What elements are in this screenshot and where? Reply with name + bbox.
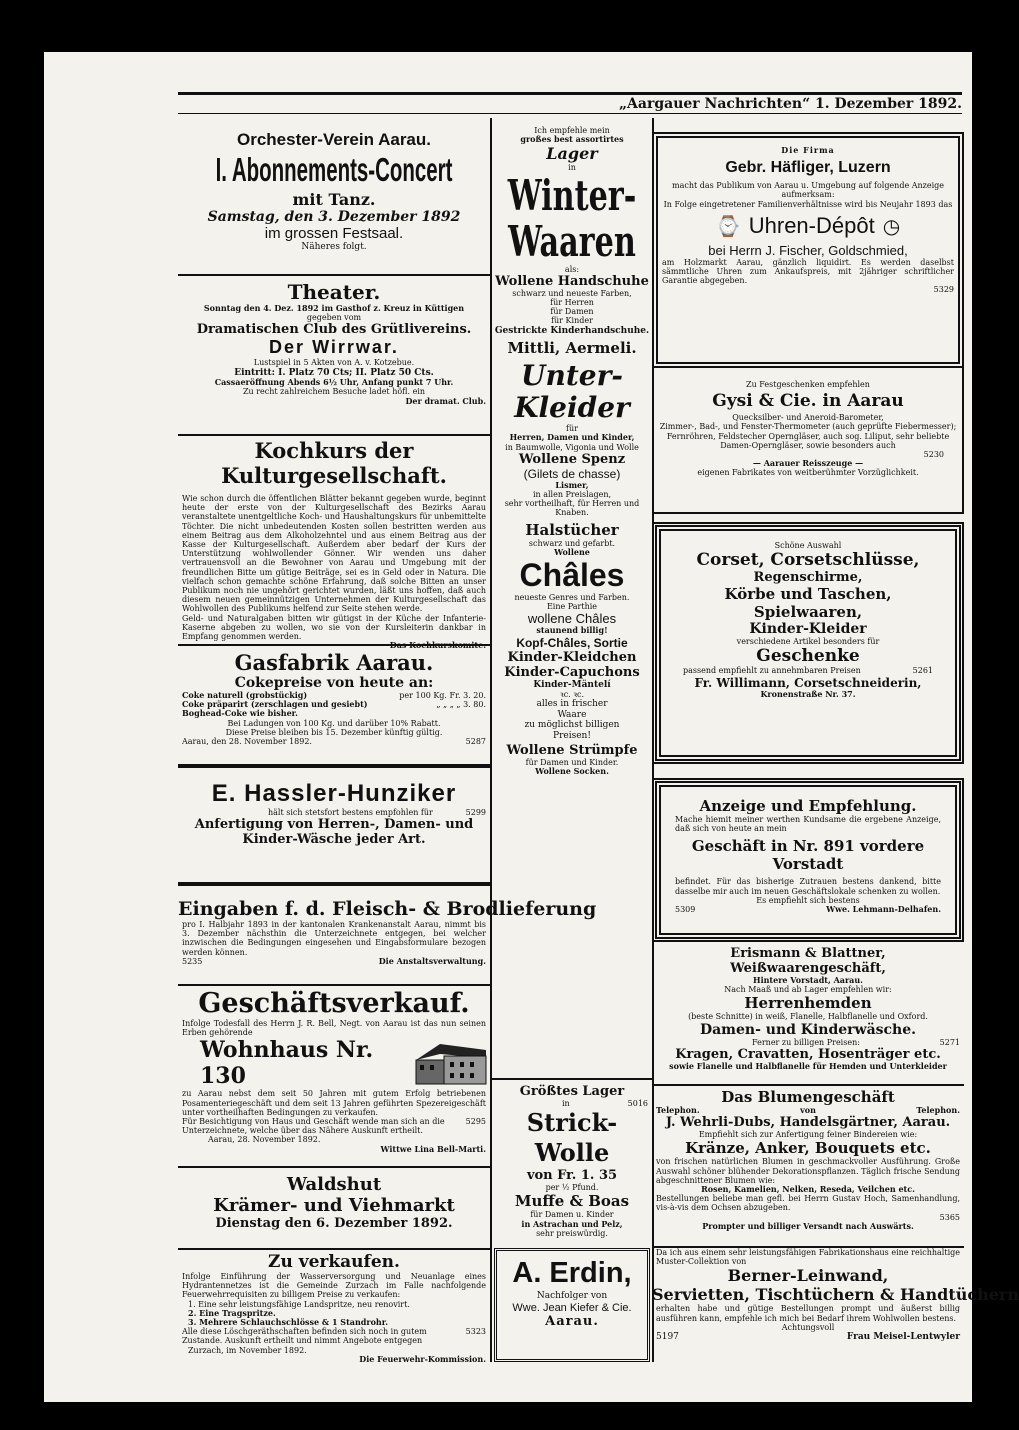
haefl-l4: In Folge eingetretener Familienverhältnisse wird bis Neujahr 1893 das (663, 199, 953, 209)
gysi-l2: Gysi & Cie. in Aarau (712, 391, 904, 412)
w-l27: wollene Châles (527, 611, 617, 627)
w-l21: Halstücher (525, 520, 619, 539)
gas-row1-name: Coke naturell (grobstückig) (182, 690, 308, 700)
bern-l1: Da ich aus einem sehr leistungsfähigen Fabrikationshaus eine reichhaltige Muster-Collektion von (656, 1248, 960, 1267)
w-l25: neueste Genres und Farben. (514, 592, 630, 602)
ad-winter-waaren (492, 126, 652, 777)
blum-von: von (800, 1105, 816, 1115)
gesch-title: Geschäftsverkauf. (198, 988, 470, 1019)
theater-author: Lustspiel in 5 Akten von A. v. Kotzebue. (253, 358, 415, 368)
w-l45: per ½ Pfund. (545, 1183, 599, 1193)
w-l17: (Gilets de chasse) (523, 466, 621, 481)
blum-l4: von frischen natürlichen Blumen in geschmackvoller Ausführung. Große Auswahl schöner blühender Dekorationspflanzen. Täglich frische Sendung abgeschnittener Blumen wie: (656, 1157, 960, 1185)
gesch-l1: Infolge Todesfall des Herrn J. R. Bell, Negt. von Aarau ist das nun seinen Erben gehörende (182, 1019, 486, 1038)
gysi-l6: eigenen Fabrikates von weitberühmter Vorzüglichkeit. (697, 468, 919, 478)
eris-l6: Damen- und Kinderwäsche. (699, 1021, 917, 1038)
gas-date: Aarau, den 28. November 1892. (182, 737, 312, 747)
gas-rabatt: Bei Ladungen von 100 Kg. und darüber 10% Rabatt. (227, 718, 441, 728)
w-l10: für Kinder (551, 316, 593, 326)
haefl-l2: Gebr. Häfliger, Luzern (725, 159, 891, 177)
anz-sig: Wwe. Lehmann-Delhafen. (826, 904, 941, 915)
gas-row2-name: Coke präparirt (zerschlagen und gesiebt) (182, 699, 368, 710)
bern-l2: Berner-Leinwand, (727, 1266, 889, 1286)
ad-geschaeftsverkauf (178, 986, 490, 1168)
w-l5: als: (564, 264, 580, 274)
ad-hassler (178, 770, 490, 886)
blum-tel-left: Telephon. (656, 1105, 700, 1115)
haefl-l7: am Holzmarkt Aarau, gänzlich liquidirt. Es werden daselbst sämmtliche Uhren zum Ankaufspreis, mit 2jähriger schriftlicher Garantie abgegeben. (662, 257, 954, 286)
column-middle (490, 118, 654, 1362)
eris-l8: Kragen, Cravatten, Hosenträger etc. (675, 1046, 941, 1062)
w-l26: Eine Parthie (546, 602, 598, 612)
theater-sig: Der dramat. Club. (405, 395, 486, 406)
erdin-l3: Wwe. Jean Kiefer & Cie. (512, 1301, 632, 1314)
erdin-name: A. Erdin, (512, 1257, 632, 1289)
ad-gysi (652, 366, 964, 514)
w-l11: Gestrickte Kinderhandschuhe. (494, 325, 650, 336)
eing-sig: Die Anstaltsverwaltung. (378, 955, 486, 966)
gas-row1-price: per 100 Kg. Fr. 3. 20. (399, 691, 486, 700)
w-l13: für (566, 424, 578, 434)
w-l15: in Baumwolle, Vigonia und Wolle (505, 442, 639, 452)
w-l9: für Damen (550, 307, 594, 317)
ad-theater (178, 276, 490, 436)
hassler-num: 5299 (465, 808, 486, 817)
ad-kochkurs (178, 436, 490, 651)
will-l4: Körbe und Taschen, (724, 585, 892, 604)
w-unter: Unter- (521, 359, 623, 393)
pocket-watch-icon: ◷ (882, 213, 901, 238)
will-num: 5261 (912, 666, 933, 676)
theater-club: Dramatischen Club des Grütlivereins. (196, 322, 472, 338)
haefl-l5: Uhren-Dépôt (748, 212, 875, 238)
page-header (178, 92, 962, 114)
wald-town: Waldshut (286, 1174, 382, 1195)
theater-entry: Eintritt: I. Platz 70 Cts; II. Platz 50 Cts. (234, 367, 434, 378)
w-l44: von Fr. 1. 35 (526, 1168, 618, 1184)
w-l39: für Damen und Kinder. (525, 758, 619, 768)
gas-title: Gasfabrik Aarau. (234, 650, 434, 675)
orch-name: Orchester-Verein Aarau. (236, 130, 431, 149)
verk-item3: 3. Mehrere Schlauchschlösse & 1 Standrohr. (188, 1317, 388, 1328)
gas-row2-price: „ „ „ „ 3. 80. (436, 700, 486, 710)
gesch-body2: Für Besichtigung von Haus und Geschäft wende man sich an die Unterzeichnete, welche über das Nähere Auskunft ertheilt. (182, 1117, 445, 1136)
orch-concert: I. Abonnements-Concert (215, 151, 453, 188)
w-l3: Lager (546, 144, 598, 164)
w-l14: Herren, Damen und Kinder, (509, 432, 635, 443)
eris-l7: Ferner zu billigen Preisen: (752, 1037, 860, 1047)
w-l12: Mittli, Aermeli. (507, 339, 637, 358)
ad-gasfabrik (178, 646, 490, 768)
gysi-num: 5230 (923, 450, 944, 460)
hassler-l2: Anfertigung von Herren-, Damen- und (194, 817, 474, 833)
verk-num: 5323 (465, 1327, 486, 1337)
will-l2: Corset, Corsetschlüsse, (696, 550, 920, 571)
w-l30: Kinder-Kleidchen (507, 649, 637, 665)
blum-l7: Prompter und billiger Versandt nach Auswärts. (702, 1220, 914, 1231)
w-l31: Kinder-Capuchons (504, 664, 640, 680)
anz-l4: Es empfiehlt sich bestens (756, 895, 860, 905)
w-l7: schwarz und neueste Farben, (512, 288, 632, 298)
verk-title: Zu verkaufen. (268, 1252, 400, 1272)
w-l6: Wollene Handschuhe (495, 273, 649, 289)
w-num: 5016 (627, 1099, 648, 1108)
koch-sig: Das Kochkurskomite. (389, 640, 486, 651)
theater-time: Cassaeröffnung Abends 6½ Uhr, Anfang punkt 7 Uhr. (214, 377, 454, 388)
w-l19: in allen Preislagen, (532, 489, 612, 499)
w-l41: Größtes Lager (519, 1084, 625, 1099)
w-l40: Wollene Socken. (535, 766, 609, 777)
gas-subtitle: Cokepreise von heute an: (234, 675, 434, 691)
blum-num: 5365 (939, 1212, 960, 1222)
w-l49: sehr preiswürdig. (536, 1228, 608, 1238)
w-l34: alles in frischer (536, 699, 608, 710)
w-l18: Lismer, (555, 479, 589, 490)
koch-title: Kochkurs der Kulturgesellschaft. (221, 438, 447, 488)
gesch-sig: Wittwe Lina Bell-Marti. (380, 1143, 486, 1154)
will-l11: Kronenstraße Nr. 37. (760, 688, 856, 699)
w-l4: in (568, 163, 576, 173)
will-l3: Regenschirme, (753, 570, 863, 586)
ad-orchester (178, 118, 490, 276)
w-l35: Waare (557, 709, 587, 720)
will-l5: Spielwaaren, (753, 603, 863, 622)
gysi-l5: — Aarauer Reisszeuge — (752, 458, 864, 469)
w-chales: Châles (519, 556, 625, 593)
w-l16: Wollene Spenz (518, 451, 626, 467)
header-title: „Aargauer Nachrichten“ 1. Dezember 1892. (619, 96, 962, 112)
erdin-l2: Nachfolger von (536, 1291, 608, 1301)
anz-title: Anzeige und Empfehlung. (699, 797, 917, 815)
will-l1: Schöne Auswahl (774, 541, 842, 550)
blum-l6: Bestellungen beliebe man gefl. bei Herrn Gustav Hoch, Samenhandlung, vis-à-vis dem Ochsen abzugeben. (656, 1194, 960, 1213)
ad-zu-verkaufen (178, 1250, 490, 1382)
w-winter: Winter- (507, 170, 637, 220)
ad-berner-leinwand (652, 1248, 1019, 1378)
orch-venue: im grossen Festsaal. (264, 225, 404, 242)
w-l36: zu möglichst billigen (524, 720, 620, 731)
hassler-title: E. Hassler-Hunziker (211, 780, 457, 807)
koch-body: Wie schon durch die öffentlichen Blätter bekannt gegeben wurde, beginnt heute der erste von der Kulturgesellschaft des Bezirks Aarau veranstaltete unentgeltliche Koch- und Haushaltungskurs für unbemittelte Töchter. Die nicht unbedeutenden Kosten sollen bestritten werden aus einem Beitrag aus dem Alkoholzehntel und aus einem Beitrag aus der Kasse der Kulturgesellschaft. Außerdem aber bedarf der Kurs der Unterstützung wohlwollender Gönner. Wir wenden uns daher vertrauensvoll an die Bewohner von Aarau und Umgebung mit der freundlichen Bitte um gütige Beiträge, sei es in Geld oder in Natura. Die vielfach schon gemachte schöne Erfahrung, daß solche Bitten an unser Publikum noch nie ungehört gerichtet wurden, läßt uns hoffen, daß auch diesem neuen gemeinnützigen Unternehmen der Kulturgesellschaft das Wohlwollen des Publikums helfend zur Seite stehen werde. (182, 494, 486, 614)
verk-body2: Alle diese Löschgeräthschaften befinden sich noch in gutem Zustande. Auskunft ertheilt und nimmt Angebote entgegen (182, 1327, 427, 1346)
wald-market: Krämer- und Viehmarkt (213, 1195, 455, 1216)
anz-l1: Mache hiemit meiner werthen Kundsame die ergebene Anzeige, daß sich von heute an mein (675, 815, 941, 834)
hassler-l3: Kinder-Wäsche jeder Art. (242, 832, 426, 848)
clock-icon: ⌚ (715, 213, 741, 238)
will-l7: verschiedene Artikel besonders für (736, 637, 880, 647)
blum-l1: J. Wehrli-Dubs, Handelsgärtner, Aarau. (665, 1115, 951, 1131)
theater-given: gegeben vom (306, 313, 362, 323)
gysi-l3: Quecksilber- und Aneroid-Barometer, (732, 413, 884, 423)
w-l32: Kinder-Mäntelí (533, 679, 611, 690)
ad-anzeige (652, 778, 964, 942)
ad-blumengeschaeft (652, 1086, 964, 1248)
theater-date: Sonntag den 4. Dez. 1892 im Gasthof z. Kreuz in Küttigen (203, 303, 465, 313)
w-l1: Ich empfehle mein (534, 126, 610, 135)
will-l8: Geschenke (756, 646, 860, 667)
eing-body: pro I. Halbjahr 1893 in der kantonalen Krankenanstalt Aarau, nimmt bis 3. Dezember nächsthin die Unterzeichnete entgegen, bei welcher inzwischen die Bedingungen eingesehen und Eingabsformulare bezogen werden können. (182, 920, 486, 957)
gas-num: 5287 (465, 737, 486, 747)
verk-item2: 2. Eine Tragspritze. (188, 1307, 276, 1318)
eing-title: Eingaben f. d. Fleisch- & Brodlieferung (178, 898, 597, 920)
bern-l3: Servietten, Tischtüchern & Handtüchern (652, 1285, 1019, 1305)
hassler-l1: hält sich stetsfort bestens empfohlen für (268, 808, 433, 817)
blum-l3: Kränze, Anker, Bouquets etc. (685, 1139, 931, 1158)
ad-willimann (652, 522, 964, 764)
eris-l5: (beste Schnitte) in weiß, Flanelle, Halbflanelle und Oxford. (688, 1012, 928, 1022)
verk-date: Zurzach, im November 1892. (188, 1345, 307, 1355)
ad-erdin (494, 1248, 650, 1362)
ad-erismann (652, 938, 964, 1086)
anz-num: 5309 (675, 905, 696, 915)
gesch-house-number: Wohnhaus Nr. 130 (200, 1037, 374, 1090)
orch-more: Näheres folgt. (301, 242, 367, 252)
gas-valid: Diese Preise bleiben bis 15. Dezember künftig gültig. (225, 727, 443, 737)
gesch-body: zu Aarau nebst dem seit 50 Jahren mit gutem Erfolg betriebenen Posamenteriegeschäft und dem seit 13 Jahren geführten Spezereigeschäft unter vortheilhaften Bedingungen zu verkaufen. (182, 1089, 486, 1117)
orch-date: Samstag, den 3. Dezember 1892 (207, 209, 461, 225)
w-l8: für Herren (550, 298, 594, 308)
anz-l2: Geschäft in Nr. 891 vordere Vorstadt (691, 837, 925, 874)
theater-title: Theater. (287, 280, 381, 304)
gysi-l1: Zu Festgeschenken empfehlen (746, 380, 870, 389)
eris-l2: Hintere Vorstadt, Aarau. (753, 975, 863, 985)
blum-title: Das Blumengeschäft (721, 1088, 895, 1106)
eris-num: 5271 (939, 1037, 960, 1047)
gas-row3-name: Boghead-Coke wie bisher. (182, 708, 298, 719)
haefl-l3: macht das Publikum von Aarau u. Umgebung auf folgende Anzeige aufmerksam: (671, 181, 945, 200)
haefl-l6: bei Herrn J. Fischer, Goldschmied, (708, 242, 908, 258)
verk-item1: 1. Eine sehr leistungsfähige Landspritze, neu renovirt. (188, 1299, 410, 1309)
w-l23: Wollene (554, 546, 590, 557)
eris-l3: Nach Maaß und ab Lager empfehlen wir: (724, 985, 892, 995)
blum-tel-right: Telephon. (916, 1105, 960, 1115)
ad-eingaben (178, 886, 597, 986)
gesch-num: 5295 (465, 1117, 486, 1127)
w-l37: Preisen! (553, 730, 591, 741)
house-illustration (410, 1040, 490, 1086)
verk-body: Infolge Einführung der Wasserversorgung und Neuanlage eines Hydrantennetzes ist die Gemeinde Zurzach im Falle nachfolgende Feuerwehrrequisiten zu billigem Preise zu verkaufen: (182, 1272, 486, 1300)
blum-l5: Rosen, Kamelien, Nelken, Reseda, Veilchen etc. (701, 1184, 915, 1195)
eris-l1: Erismann & Blattner, Weißwaarengeschäft, (730, 946, 886, 976)
verk-sig: Die Feuerwehr-Kommission. (359, 1353, 486, 1364)
gesch-date: Aarau, 28. November 1892. (208, 1135, 321, 1145)
w-l22: schwarz und gefarbt. (528, 538, 616, 548)
w-l28: staunend billig! (536, 625, 608, 636)
bern-sig: Frau Meisel-Lentwyler (846, 1332, 960, 1343)
blum-l2: Empfiehlt sich zur Anfertigung feiner Bindereien wie: (698, 1130, 918, 1140)
haefl-l1: Die Firma (781, 145, 835, 155)
haefl-num: 5329 (933, 285, 954, 295)
w-strickwolle: Strick-Wolle (526, 1108, 618, 1168)
erdin-l4: Aarau. (545, 1313, 599, 1329)
will-l10: Fr. Willimann, Corsetschneiderin, (694, 675, 922, 690)
theater-invite: Zu recht zahlreichem Besuche ladet höfl. ein (242, 387, 426, 397)
w-l33: ꝛc. ꝛc. (559, 690, 585, 700)
eris-l4: Herrenhemden (744, 994, 872, 1013)
anz-l3: befindet. Für das bisherige Zutrauen bestens dankend, bitte dasselbe mir auch im neuen Geschäftslokale schenken zu wollen. (675, 877, 941, 896)
orch-dance: mit Tanz. (292, 190, 376, 209)
w-l20: sehr vortheilhaft, für Herren und Knaben. (504, 499, 640, 518)
bern-l5: Achtungsvoll (781, 1322, 835, 1332)
w-l47: für Damen u. Kinder (530, 1210, 614, 1220)
eing-num: 5235 (182, 956, 203, 966)
eris-l9: sowie Flanelle und Halbflanelle für Hemden und Unterkleider (669, 1060, 947, 1071)
w-l38: Wollene Strümpfe (506, 743, 638, 759)
theater-play: Der Wirrwar. (269, 337, 399, 358)
ad-haefliger (652, 132, 964, 368)
w-l42: in (562, 1099, 570, 1108)
koch-body2: Geld- und Naturalgaben bitten wir gütigst in der Küche der Infanterie-Kaserne abgeben zu wollen, wo sie von der Kursleiterin dankbar in Empfang genommen werden. (182, 613, 486, 642)
w-l29: Kopf-Châles, Sortie (516, 635, 628, 650)
will-l9: passend empfiehlt zu annehmbaren Preisen (683, 666, 861, 676)
w-waaren: Waaren (508, 216, 636, 266)
w-l48: in Astrachan und Pelz, (521, 1218, 623, 1229)
w-l46: Muffe & Boas (514, 1192, 630, 1211)
gysi-l4: Zimmer-, Bad-, und Fenster-Thermometer (auch geprüfte Fiebermesser); Fernröhren, Feldstecher Operngläser, auch sog. Liliput, sehr beliebte Damen-Operngläser, sowie besonders auch (659, 422, 957, 450)
wald-date: Dienstag den 6. Dezember 1892. (215, 1216, 453, 1231)
ad-waldshut (178, 1168, 490, 1250)
will-l6: Kinder-Kleider (749, 621, 867, 638)
w-l2: großes best assortirtes (520, 134, 624, 145)
w-kleider: Kleider (514, 391, 630, 425)
ad-strickwolle (492, 1078, 652, 1238)
bern-num: 5197 (656, 1332, 679, 1343)
bern-l4: erhalten habe und gütige Bestellungen prompt und äußerst billig ausführen kann, empfehle ich mich bei Bedarf ihrem Wohlwollen bestens. (656, 1304, 960, 1323)
